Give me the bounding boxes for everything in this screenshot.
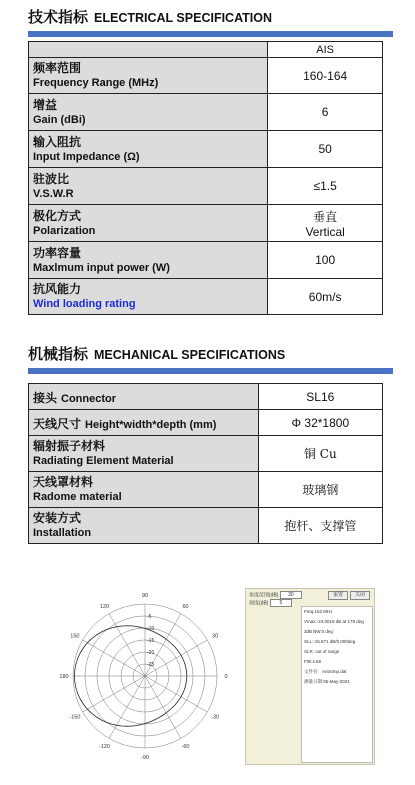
row-value: 抱杆、支撑管 [258,508,382,544]
section-divider-bar [28,31,393,37]
info-line: 文件名：AntSimp.dat [304,669,347,674]
label-zh: 功率容量 [33,245,82,260]
polar-angle-label: 150 [70,633,80,640]
row-label [29,205,268,242]
label-en: V.S.W.R [33,187,74,200]
info-line: SLL:-15.871 dB/0.000deg [304,639,356,644]
row-value: 160-164 [268,58,383,94]
polar-spoke [109,614,145,676]
measurement-panel [245,588,375,765]
table-row [29,436,383,472]
row-label [29,410,259,436]
info-line: Freq:162 MHz [304,609,333,614]
electrical-spec-table [28,41,383,315]
scale-input[interactable]: 5 [270,599,292,607]
polar-spoke [83,676,145,712]
polar-ring-label: -15 [147,638,155,644]
polar-angle-label: 60 [182,603,189,610]
label-en: Polarization [33,224,96,237]
close-button[interactable]: 关闭 [350,591,370,600]
polar-angle-label: -60 [181,744,190,751]
header-value-ais: AIS [268,42,383,58]
mechanical-section-title [28,343,285,364]
label-en: Height*width*depth (mm) [85,419,217,431]
row-label [29,58,268,94]
scale-row [249,599,292,607]
polar-angle-label: -120 [98,744,111,751]
table-row [29,58,383,94]
polar-angle-label: -150 [69,714,81,721]
row-label [29,472,259,508]
reset-button[interactable]: 重置 [328,591,348,600]
polar-spoke [145,676,181,738]
label-zh: 辐射振子材料 [33,439,106,453]
polar-spoke [145,676,207,712]
section-divider-bar [28,368,393,374]
range-input[interactable]: 30 [280,591,302,599]
label-zh: 频率范围 [33,61,82,75]
row-label [29,94,268,131]
label-zh: 驻波比 [33,171,70,186]
electrical-title-zh: 技术指标 [28,8,89,26]
label-en: Connector [61,393,117,405]
value-zh: 垂直 [313,209,338,224]
polar-ring-label: -5 [147,614,152,620]
mechanical-spec-table [28,383,383,544]
info-line: 测量日期:05-May-2021 [304,679,350,684]
polar-angle-label: -30 [211,714,220,721]
row-value: 玻璃钢 [258,472,382,508]
row-label [29,279,268,315]
label-en: Maxlmum input power (W) [33,261,170,274]
label-en: Wind loading rating [33,298,136,310]
header-blank-cell [29,42,268,58]
polar-angle-label: 0 [224,674,228,680]
polar-ring-label: -10 [147,626,155,632]
row-value: 铜 Cu [258,436,382,472]
radiation-pattern-chart [55,586,235,770]
polar-angle-label: 90 [141,593,149,599]
row-value [268,205,383,242]
row-value: 60m/s [268,279,383,315]
info-line: F/B:4.68 [304,659,322,664]
polar-angle-label: 180 [59,674,69,680]
table-row [29,508,383,544]
row-value: 50 [268,131,383,168]
info-line: SLR: out of range [304,649,340,654]
row-value: 100 [268,242,383,279]
table-row [29,410,383,436]
table-row [29,205,383,242]
range-row [249,591,302,599]
polar-plot-svg [55,586,235,766]
polar-spoke [83,640,145,676]
label-zh: 增益 [33,97,58,112]
mechanical-title-zh: 机械指标 [28,345,89,363]
row-label [29,168,268,205]
row-value: ≤1.5 [268,168,383,205]
row-label [29,131,268,168]
table-row [29,168,383,205]
label-zh: 天线罩材料 [33,475,94,489]
row-label [29,384,259,410]
table-row [29,384,383,410]
table-row [29,279,383,315]
label-zh: 安装方式 [33,511,82,525]
electrical-title-en: ELECTRICAL SPECIFICATION [94,11,273,25]
label-en: Input Impedance (Ω) [33,150,140,163]
label-en: Gain (dBi) [33,113,86,126]
label-zh: 极化方式 [33,208,82,223]
polar-angle-label: -90 [141,755,149,761]
table-row [29,131,383,168]
table-header-row [29,42,383,58]
row-label [29,242,268,279]
label-en: Installation [33,527,92,539]
info-line: Vmax:-23.0018 dB at 178 deg [304,619,364,624]
polar-angle-label: 120 [99,603,110,610]
scale-label: 刻度(dB) [249,600,269,607]
info-box [301,606,373,763]
polar-spoke [109,676,145,738]
label-zh: 抗风能力 [33,282,82,296]
row-label [29,508,259,544]
table-row [29,242,383,279]
label-en: Frequency Range (MHz) [33,77,159,89]
label-zh: 输入阻抗 [33,134,82,149]
polar-ring-label: -20 [147,650,155,656]
electrical-section-title [28,6,272,27]
mechanical-title-en: MECHANICAL SPECIFICATIONS [94,348,286,362]
row-value: 6 [268,94,383,131]
polar-angle-label: 30 [212,633,219,640]
label-en: Radiating Element Material [33,455,174,467]
row-value: SL16 [258,384,382,410]
polar-ring-label: -25 [147,662,155,668]
label-en: Radome material [33,491,122,503]
table-row [29,94,383,131]
range-label: 角度范围(dB) [249,592,279,599]
row-label [29,436,259,472]
polar-spoke [145,640,207,676]
label-zh: 接头 [33,391,58,405]
info-line: 3dB BW:0 deg [304,629,333,634]
value-en: Vertical [305,224,345,239]
row-value: Φ 32*1800 [258,410,382,436]
table-row [29,472,383,508]
label-zh: 天线尺寸 [33,417,82,431]
